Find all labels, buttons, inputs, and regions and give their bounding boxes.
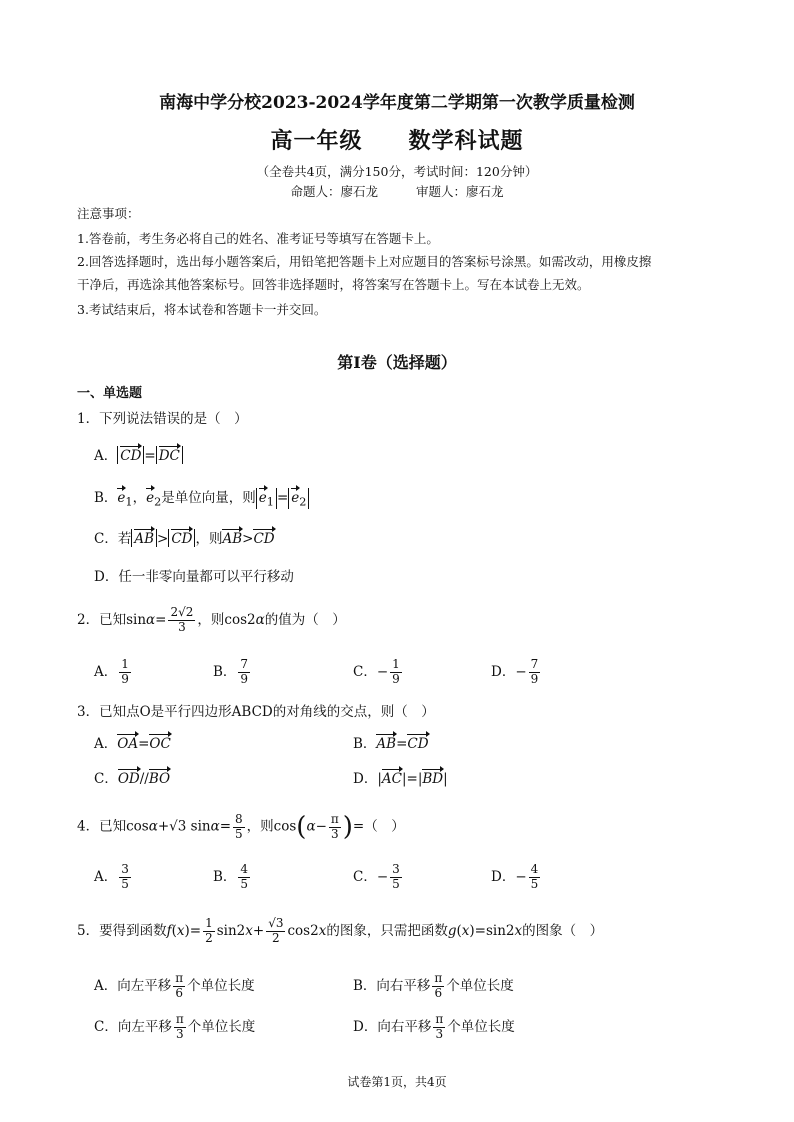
q4-option-b: B． $\frac{4}{5}$ — [213, 862, 249, 891]
exam-subject-title — [0, 124, 794, 155]
exam-authors — [0, 182, 794, 200]
q4-option-a: A． $\frac{3}{5}$ — [94, 862, 129, 891]
q5-unit-b: 个单位长度 — [446, 977, 514, 994]
setter: 命题人：廖石龙 — [290, 184, 378, 199]
exam-school-title: 南海中学分校2023-2024学年度第二学期第一次教学质量检测 — [159, 93, 635, 113]
note-3: 3.考试结束后，将本试卷和答题卡一并交回。 — [77, 302, 327, 317]
q1-option-b: B．$e_1$，$e_2$是单位向量，则 $e_1 = e_2$ — [94, 486, 309, 509]
q5-unit-d: 个单位长度 — [447, 1018, 515, 1035]
question-1-stem: 1．下列说法错误的是（ ） — [77, 411, 248, 427]
q2-post2: 的值为（ ） — [264, 611, 346, 628]
note-2b: 干净后，再选涂其他答案标号。回答非选择题时，将答案写在答题卡上。写在本试卷上无效。 — [77, 277, 590, 292]
q5-option-c: C．向左平移 $\frac{\pi}{3}$ 个单位长度 — [94, 1012, 256, 1041]
note-1: 1.答卷前，考生务必将自己的姓名、准考证号等填写在答题卡上。 — [77, 231, 439, 246]
q5-unit-a: 个单位长度 — [187, 977, 255, 994]
q5-tail: 的图象（ ） — [522, 922, 604, 939]
question-4-stem: 4．已知cosα+√3 sinα= $\frac{8}{5}$ ，则cos(α− $\frac{\pi}{3}$ )=（ ） — [77, 811, 405, 842]
q5-option-a: A．向左平移 $\frac{\pi}{6}$ 个单位长度 — [94, 971, 255, 1000]
q4-tail: =（ ） — [352, 818, 405, 835]
q1-option-a: A． CD = DC — [94, 444, 183, 464]
q4-post: ，则 — [246, 818, 274, 835]
page-footer: 试卷第1页，共4页 — [347, 1075, 447, 1089]
q5-d-text: 向右平移 — [377, 1018, 432, 1035]
q5-c-text: 向左平移 — [117, 1018, 172, 1035]
q1-c-pre: 若 — [117, 531, 132, 547]
q5-b-text: 向右平移 — [376, 977, 431, 994]
note-2a: 2.回答选择题时，选出每小题答案后，用铅笔把答题卡上对应题目的答案标号涂黑。如需改动，用橡皮擦 — [77, 254, 652, 269]
q3-option-c: C．OD//BO — [94, 771, 171, 787]
grade-label: 高一年级 — [270, 128, 363, 154]
reviewer: 审题人：廖石龙 — [416, 184, 504, 199]
question-5-stem: 5．要得到函数f(x)= $\frac{1}{2}$ sin2x+ $\frac{√3}{2}$ cos2x的图象，只需把函数g(x)=sin2x的图象（ ） — [77, 916, 604, 945]
q2-option-d: D．− $\frac{7}{9}$ — [491, 657, 539, 686]
q2-option-a: A． $\frac{1}{9}$ — [94, 657, 129, 686]
q1-option-d: D．任一非零向量都可以平行移动 — [94, 569, 294, 585]
q4-option-d: D．− $\frac{4}{5}$ — [491, 862, 539, 891]
q4-pre: 4．已知 — [77, 818, 127, 835]
q5-option-b: B．向右平移 $\frac{\pi}{6}$ 个单位长度 — [353, 971, 514, 1000]
subject-label: 数学科试题 — [408, 128, 524, 154]
exam-info: （全卷共4页，满分150分，考试时间：120分钟） — [256, 164, 538, 179]
q4-option-c: C．− $\frac{3}{5}$ — [353, 862, 400, 891]
part-title: 一、单选题 — [77, 386, 143, 401]
q3-option-d: D．|AC|=|BD| — [353, 771, 448, 787]
q5-a-text: 向左平移 — [117, 977, 172, 994]
question-3-stem: 3．已知点O是平行四边形ABCD的对角线的交点，则（ ） — [77, 704, 435, 720]
question-2-stem: 2．已知sinα= $\frac{2√2}{3}$ ，则cos2α的值为（ ） — [77, 605, 346, 634]
q5-mid: 的图象，只需把函数 — [326, 922, 448, 939]
q2-option-c: C．− $\frac{1}{9}$ — [353, 657, 400, 686]
q1-c-mid: ，则 — [195, 531, 223, 547]
q5-pre: 5．要得到函数 — [77, 922, 167, 939]
notes-title: 注意事项： — [77, 206, 140, 221]
q5-unit-c: 个单位长度 — [187, 1018, 256, 1035]
q3-option-b: B．AB=CD — [353, 736, 429, 752]
q2-option-b: B． $\frac{7}{9}$ — [213, 657, 249, 686]
q2-pre: 2．已知 — [77, 611, 127, 628]
q1-d-text: 任一非零向量都可以平行移动 — [118, 569, 294, 585]
q2-post: ，则 — [197, 611, 225, 628]
q1-b-text: 是单位向量，则 — [161, 490, 256, 506]
q3-option-a: A．OA=OC — [94, 736, 171, 752]
section-title: 第Ⅰ卷（选择题） — [337, 353, 457, 372]
q1-option-c: C．若 AB > CD ，则AB>CD — [94, 531, 275, 547]
q5-option-d: D．向右平移 $\frac{\pi}{3}$ 个单位长度 — [353, 1012, 515, 1041]
